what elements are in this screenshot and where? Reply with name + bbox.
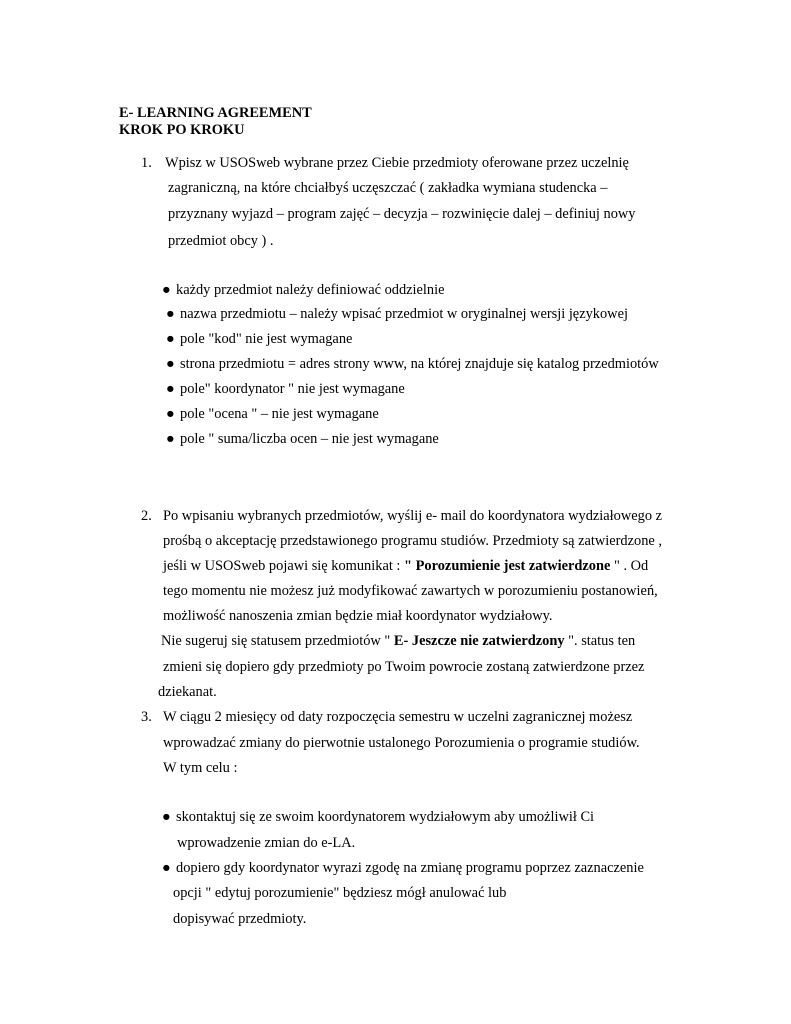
bullet-icon: ● [166, 381, 175, 397]
status-not-approved-message: E- Jeszcze nie zatwierdzony [393, 633, 565, 649]
step3-bullet-item: opcji " edytuj porozumienie" będziesz mógł anulować lub [173, 885, 507, 901]
step2-line-text: ". status ten [564, 633, 636, 649]
step2-line [163, 558, 648, 574]
step1-bullet-item: pole " suma/liczba ocen – nie jest wymagane [180, 431, 439, 447]
step3-number: 3. [141, 709, 152, 725]
step3-line: wprowadzać zmiany do pierwotnie ustalonego Porozumienia o programie studiów. [163, 735, 640, 751]
step3-bullet-item: skontaktuj się ze swoim koordynatorem wydziałowym aby umożliwił Ci [176, 809, 595, 825]
step1-bullet-item: pole "kod" nie jest wymagane [180, 331, 353, 347]
step2-line: możliwość nanoszenia zmian będzie miał koordynator wydziałowy. [163, 608, 553, 624]
step1-number: 1. [141, 155, 152, 171]
step3-bullet-item: dopisywać przedmioty. [173, 911, 307, 927]
step1-line: Wpisz w USOSweb wybrane przez Ciebie przedmioty oferowane przez uczelnię [165, 155, 629, 171]
step1-bullet-item: każdy przedmiot należy definiować oddzielnie [176, 282, 445, 298]
step3-bullet-item: wprowadzenie zmian do e-LA. [177, 835, 356, 851]
step2-line: Po wpisaniu wybranych przedmiotów, wyślij e- mail do koordynatora wydziałowego z [163, 508, 663, 524]
step2-line [161, 633, 635, 649]
bullet-icon: ● [166, 356, 175, 372]
document-title-line2: KROK PO KROKU [119, 122, 245, 138]
step1-line: przedmiot obcy ) . [168, 233, 274, 249]
step3-line: W tym celu : [163, 760, 238, 776]
bullet-icon: ● [166, 406, 175, 422]
step2-line: dziekanat. [158, 684, 217, 700]
step2-number: 2. [141, 508, 152, 524]
bullet-icon: ● [166, 331, 175, 347]
step1-line: przyznany wyjazd – program zajęć – decyzja – rozwinięcie dalej – definiuj nowy [168, 206, 636, 222]
step2-line-text: jeśli w USOSweb pojawi się komunikat : [163, 558, 405, 574]
bullet-icon: ● [162, 809, 171, 825]
step3-bullet-item: dopiero gdy koordynator wyrazi zgodę na zmianę programu poprzez zaznaczenie [176, 860, 644, 876]
step2-line-text: Nie sugeruj się statusem przedmiotów " [161, 633, 394, 649]
bullet-icon: ● [166, 306, 175, 322]
step2-line: prośbą o akceptację przedstawionego programu studiów. Przedmioty są zatwierdzone , [163, 533, 662, 549]
step1-bullet-item: pole" koordynator " nie jest wymagane [180, 381, 405, 397]
step2-line: zmieni się dopiero gdy przedmioty po Twoim powrocie zostaną zatwierdzone przez [163, 659, 645, 675]
bullet-icon: ● [166, 431, 175, 447]
step3-line: W ciągu 2 miesięcy od daty rozpoczęcia semestru w uczelni zagranicznej możesz [163, 709, 633, 725]
bullet-icon: ● [162, 860, 171, 876]
step1-bullet-item: nazwa przedmiotu – należy wpisać przedmiot w oryginalnej wersji językowej [180, 306, 628, 322]
step1-bullet-item: strona przedmiotu = adres strony www, na której znajduje się katalog przedmiotów [180, 356, 659, 372]
step2-line-text: " . Od [610, 558, 649, 574]
step1-bullet-item: pole "ocena " – nie jest wymagane [180, 406, 379, 422]
document-title-line1: E- LEARNING AGREEMENT [119, 105, 312, 121]
status-approved-message: " Porozumienie jest zatwierdzone [404, 558, 611, 574]
step1-line: zagraniczną, na które chciałbyś uczęszczać ( zakładka wymiana studencka – [168, 180, 608, 196]
step2-line: tego momentu nie możesz już modyfikować zawartych w porozumieniu postanowień, [163, 583, 658, 599]
bullet-icon: ● [162, 282, 171, 298]
